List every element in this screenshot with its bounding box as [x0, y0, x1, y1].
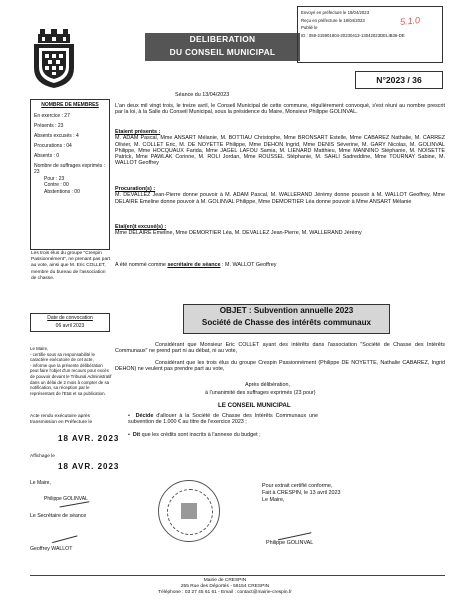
- convocation-label: Date de convocation: [47, 315, 93, 321]
- seal-emblem: [181, 503, 197, 519]
- mairie-seal: [158, 480, 220, 542]
- members-exercice: En exercice : 27: [34, 112, 70, 119]
- members-absents-excuses: Absents excusés : 4: [34, 132, 79, 139]
- signature-line-1: Pour extrait certifié conforme,: [262, 483, 333, 489]
- footer: [0, 578, 450, 595]
- excuses-label: Etai(en)t excusé(s) :: [115, 224, 167, 230]
- transmission-label: Acte rendu exécutoire après transmission en Préfecture le: [30, 414, 93, 425]
- seance-date: Séance du 13/04/2023: [175, 92, 230, 98]
- deliberation-title-banner: [145, 33, 300, 61]
- members-heading: NOMBRE DE MEMBRES: [41, 102, 99, 108]
- stamp-publie: Publié le: [301, 25, 318, 31]
- footer-line-1: Mairie de CRESPIN: [203, 578, 247, 583]
- presents-label: Etaient présents :: [115, 129, 161, 135]
- footer-line-2: 255 Rue des Déportés - 59154 CRESPIN: [180, 583, 270, 589]
- decide-bullet: •: [128, 413, 136, 419]
- signature-block: [262, 483, 341, 505]
- secretaire-suffix: : M. WALLOT Geoffrey: [221, 262, 277, 268]
- affichage-label: Affichage le: [30, 454, 55, 459]
- maire-note-2: - certifie sous sa responsabilité le caractère exécutoire de cet acte,: [30, 351, 95, 363]
- maire-signature: [275, 517, 312, 541]
- decide-text: d'allouer à la Société de Chasse des Intérêts Communaux une subvention de 1.000 € au titre de l'exercice 2023 ;: [128, 413, 319, 426]
- considerant-2: Considérant que les trois élus du groupe Crespin Passionnément (Philippe DE NOYETTE, Nathalie CABAREZ, Ingrid DEHON) ne veulent pas prendre part au vote,: [115, 360, 445, 373]
- footer-divider: [30, 575, 445, 576]
- members-procurations: Procurations : 04: [34, 142, 72, 149]
- title-line-1: DELIBERATION: [189, 34, 256, 44]
- footer-line-3: Téléphone : 03 27 45 61 61 - Email : contact@mairie-crespin.fr: [158, 589, 292, 595]
- affichage-date-stamp: 18 AVR. 2023: [58, 462, 120, 471]
- signature-name: Philippe GOLINVAL: [266, 540, 314, 546]
- title-line-2: DU CONSEIL MUNICIPAL: [169, 47, 276, 57]
- signature-line-2: Fait à CRESPIN, le 13 avril 2023: [262, 490, 341, 497]
- members-absents: Absents : 0: [34, 152, 60, 159]
- handwritten-note: 5.1.0: [399, 14, 421, 28]
- objet-box: [183, 304, 390, 334]
- secretaire-label: Le Secrétaire de séance: [30, 513, 87, 519]
- deliberation-number: N°2023 / 36: [355, 71, 443, 89]
- members-presents: Présents : 23: [34, 122, 64, 129]
- le-conseil-municipal: LE CONSEIL MUNICIPAL: [218, 402, 291, 409]
- members-contre: Contre : 00: [44, 182, 69, 189]
- dit-item: [128, 432, 328, 438]
- members-pour: Pour : 23: [44, 175, 65, 182]
- left-vote-note: Les trois élus du groupe "Crespin Passionnément", ne prenant pas part au vote, ainsi que M. Eric COLLET, membre du bureau de l'association de chasse.: [31, 251, 111, 281]
- prefecture-receipt-stamp: [297, 6, 443, 63]
- stamp-id: ID : 059-215901804-20230413-13042023DELIB36-DE: [301, 32, 405, 38]
- excuses-section: [115, 224, 445, 237]
- maire-certification-notes: [30, 346, 112, 396]
- dit-bullet: •: [128, 432, 133, 438]
- transmission-date-stamp: 18 AVR. 2023: [58, 434, 120, 443]
- procurations-section: [115, 186, 445, 205]
- unanimite: à l'unanimité des suffrages exprimés (23 pour): [205, 390, 316, 396]
- left-maire-name: Philippe GOLINVAL: [44, 496, 88, 502]
- decide-label: Décide: [135, 413, 154, 419]
- intro-paragraph: L'an deux mil vingt trois, le treize avril, le Conseil Municipal de cette commune, régulièrement convoqué, s'est réuni au nombre prescrit par la loi, à la Salle du Conseil Municipal, sous la présidence du Maire, Monsieur Philippe GOLINVAL.: [115, 103, 445, 116]
- dit-text: que les crédits sont inscrits à l'annexe du budget ;: [141, 432, 261, 438]
- maire-note-1: Le Maire,: [30, 346, 49, 351]
- convocation-date-box: [30, 313, 110, 332]
- objet-line-2: Société de Chasse des intérêts communaux: [201, 318, 372, 327]
- stamp-recu: Reçu en préfecture le 18/04/2023: [301, 17, 365, 23]
- considerant-1: Considérant que Monsieur Eric COLLET ayant des intérêts dans l'association "Société de Chasse des Intérêts Communaux" ne prend part ni au débat, ni au vote,: [115, 342, 445, 355]
- secretaire-role-label: secrétaire de séance: [167, 262, 221, 268]
- decide-item: [128, 413, 318, 426]
- objet-line-1: OBJET : Subvention annuelle 2023: [219, 306, 354, 315]
- secretaire-name: Geoffrey WALLOT: [30, 546, 73, 552]
- left-maire-label: Le Maire,: [30, 480, 51, 486]
- presents-section: [115, 129, 445, 167]
- members-suffrages: Nombre de suffrages exprimés : 23: [34, 162, 106, 176]
- apres-deliberation: Après délibération,: [245, 382, 290, 388]
- procurations-label: Procuration(s) :: [115, 186, 156, 192]
- members-abstentions: Abstentions : 00: [44, 188, 80, 195]
- secretaire-nomination: [115, 262, 445, 268]
- presents-text: M. ADAM Pascal, Mme ANSART Mélanie, M. BOTTIAU Christophe, Mme BRONSART Estelle, Mme CABAREZ Nathalie, M. CARREZ Olivier, M. COLLET Eric, M. DE NOYETTE Philippe, Mme DEHON Ingrid, Mme DENIS Séverine, M. GARY Nicolas, M. GOLINVAL Philippe, Mme HOCQUAUX Farida, Mme JAGEL LAFOU Samia, M. LIENARD Matthieu, Mme MANNINO Stéphanie, M. NOISETTE Patrick, Mme PAWLAK Corinne, M. ROLI Jordan, Mme ROUSSEL Stéphanie, M. SAHLI Sadreddine, Mme TOURNAY Sabine, M. WALLOT Geoffrey: [115, 135, 445, 167]
- procurations-text: M. DEVALLEZ Jean-Pierre donne pouvoir à M. ADAM Pascal, M. WALLERAND Jérémy donne pouvoir à M. WALLOT Geoffrey, Mme DELAIRE Emeline donne pouvoir à M. GOLINVAL Philippe, Mme DEMORTIER Léa donne pouvoir à Mme ANSART Mélanie: [115, 192, 445, 205]
- signature-line-3: Le Maire,: [262, 497, 285, 504]
- convocation-date: 06 avril 2023: [55, 323, 85, 329]
- dit-label: Dit: [132, 432, 141, 438]
- secretaire-prefix: A été nommé comme: [115, 262, 166, 268]
- excuses-text: Mme DELAIRE Emeline, Mme DEMORTIER Léa, M. DEVALLEZ Jean-Pierre, M. WALLERAND Jérémy: [115, 230, 362, 237]
- town-crest-logo: [30, 28, 78, 90]
- secretaire-signature-scribble: [49, 522, 78, 543]
- members-count-box: [30, 99, 110, 250]
- stamp-envoye: Envoyé en préfecture le 18/04/2023: [301, 10, 370, 15]
- maire-note-3: - informe que la présente délibération peut faire l'objet d'un recours pour excès de pouvoir devant le Tribunal Administratif dans un délai de 2 mois à compter de sa notification, sa réception par le représentant de l'Etat et sa publication.: [30, 362, 112, 396]
